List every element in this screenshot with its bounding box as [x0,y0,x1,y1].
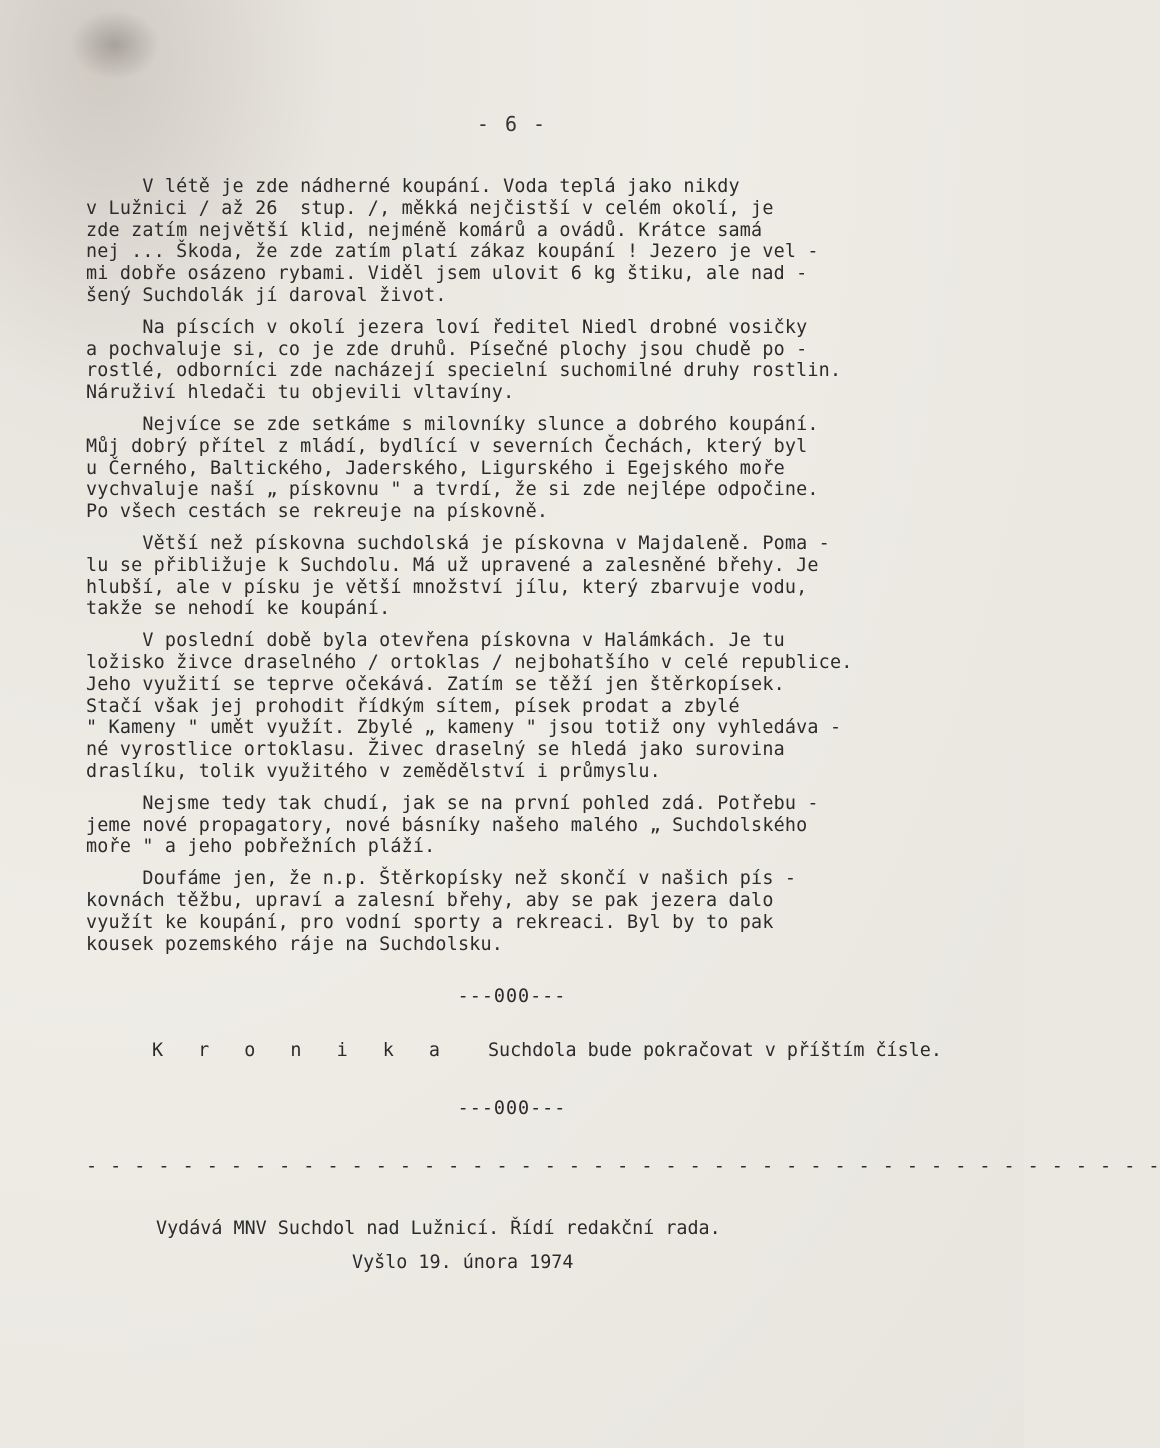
paragraph [86,793,966,858]
text-line: kousek pozemského ráje na Suchdolsku. [86,933,504,955]
text-line: " Kameny " umět využít. Zbylé „ kameny " jsou totiž ony vyhledáva - [86,717,842,739]
publication-date: Vyšlo 19. února 1974 [352,1252,574,1273]
text-line: lu se přibližuje k Suchdolu. Má už upravené a zalesněné břehy. Je [86,554,819,576]
separator-top: ---000--- [457,986,567,1007]
text-line: Na píscích v okolí jezera loví ředitel Niedl drobné vosičky [86,316,808,338]
text-line: zde zatím největší klid, nejméně komárů a ovádů. Krátce samá [86,219,763,241]
text-line: kovnách těžbu, upraví a zalesní břehy, aby se pak jezera dalo [86,889,774,911]
text-line: takže se nehodí ke koupání. [86,598,391,620]
text-line: né vyrostlice ortoklasu. Živec draselný se hledá jako surovina [86,739,785,761]
text-line: Náruživí hledači tu objevili vltavíny. [86,382,515,404]
kronika-label: K r o n i k a [152,1040,452,1061]
text-line: v Lužnici / až 26 stup. /, měkká nejčistší v celém okolí, je [86,197,774,219]
continuation-notice [152,1040,942,1061]
text-line: Můj dobrý přítel z mládí, bydlící v severních Čechách, který byl [86,435,808,457]
dashed-rule: - - - - - - - - - - - - - - - - - - - - - - - - - - - - - - - - - - - - - - - - - - - - - [86,1156,1160,1177]
text-line: Větší než pískovna suchdolská je pískovna v Majdaleně. Poma - [86,532,830,554]
paragraph [86,317,966,404]
text-line: ložisko živce draselného / ortoklas / nejbohatšího v celé republice. [86,651,853,673]
paragraph [86,630,966,783]
text-line: hlubší, ale v písku je větší množství jílu, který zbarvuje vodu, [86,576,808,598]
text-line: Nejvíce se zde setkáme s milovníky slunce a dobrého koupání. [86,413,819,435]
text-line: šený Suchdolák jí daroval život. [86,284,447,306]
text-line: a pochvaluje si, co je zde druhů. Písečné plochy jsou chudě po - [86,338,808,360]
text-line: rostlé, odborníci zde nacházejí specielní suchomilné druhy rostlin. [86,360,842,382]
text-line: draslíku, tolik využitého v zemědělství i průmyslu. [86,760,661,782]
text-line: Stačí však jej prohodit řídkým sítem, písek prodat a zbylé [86,695,740,717]
text-line: Doufáme jen, že n.p. Štěrkopísky než skončí v našich pís - [86,868,797,890]
paragraph [86,414,966,523]
publisher-line: Vydává MNV Suchdol nad Lužnicí. Řídí redakční rada. [156,1218,721,1239]
text-line: V poslední době byla otevřena pískovna v Halámkách. Je tu [86,630,785,652]
text-line: mi dobře osázeno rybami. Viděl jsem ulovit 6 kg štiku, ale nad - [86,263,808,285]
text-line: Jeho využití se teprve očekává. Zatím se těží jen štěrkopísek. [86,673,785,695]
paragraph [86,868,966,955]
text-line: moře " a jeho pobřežních pláží. [86,836,436,858]
page-number: - 6 - [476,112,548,136]
text-line: Po všech cestách se rekreuje na pískovně. [86,501,549,523]
text-line: vychvaluje naší „ pískovnu " a tvrdí, že si zde nejlépe odpočine. [86,479,819,501]
ink-smudge [70,10,160,80]
text-line: V létě je zde nádherné koupání. Voda teplá jako nikdy [86,176,740,197]
paragraph [86,176,966,307]
paragraph [86,533,966,620]
text-line: Nejsme tedy tak chudí, jak se na první pohled zdá. Potřebu - [86,792,819,814]
text-line: u Černého, Baltického, Jaderského, Ligurského i Egejského moře [86,457,785,479]
text-line: jeme nové propagatory, nové básníky našeho malého „ Suchdolského [86,814,808,836]
text-line: nej ... Škoda, že zde zatím platí zákaz koupání ! Jezero je vel - [86,241,819,263]
continuation-text: Suchdola bude pokračovat v příštím čísle. [487,1040,942,1061]
text-line: využít ke koupání, pro vodní sporty a rekreaci. Byl by to pak [86,911,774,933]
separator-bottom: ---000--- [457,1098,567,1119]
article-body [86,176,966,965]
